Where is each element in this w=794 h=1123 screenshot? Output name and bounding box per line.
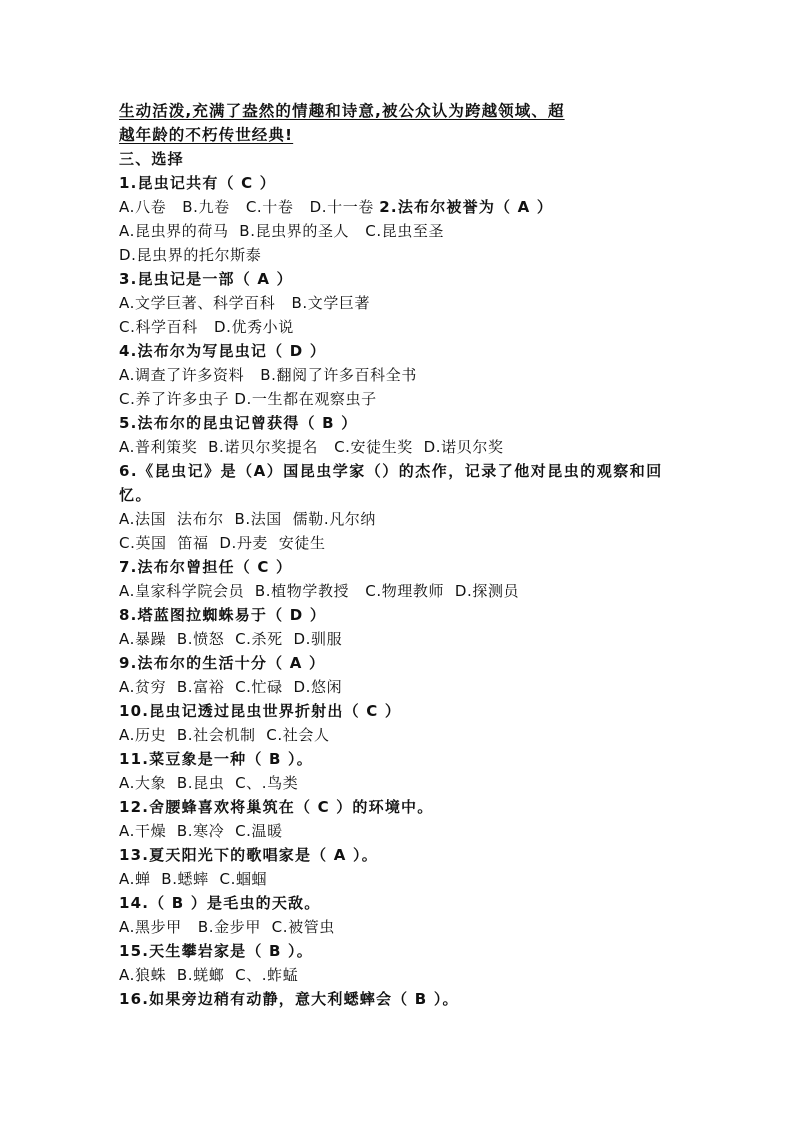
options-line (119, 963, 679, 987)
question-line (119, 891, 679, 915)
question-line (119, 795, 679, 819)
line-text: A.暴躁 B.愤怒 C.杀死 D.驯服 (119, 630, 343, 648)
options-line (119, 867, 679, 891)
line-text: 13.夏天阳光下的歌唱家是（ A ）。 (119, 846, 378, 864)
intro-line-1: 生动活泼,充满了盎然的情趣和诗意,被公众认为跨越领域、超 (119, 102, 565, 120)
line-text: A.普利策奖 B.诺贝尔奖提名 C.安徒生奖 D.诺贝尔奖 (119, 438, 504, 456)
options-line (119, 291, 679, 315)
line-text: A.文学巨著、科学百科 B.文学巨著 (119, 294, 371, 312)
question-line (119, 411, 679, 435)
question-line (119, 843, 679, 867)
line-text: 5.法布尔的昆虫记曾获得（ B ） (119, 414, 358, 432)
line-text: A.法国 法布尔 B.法国 儒勒.凡尔纳 (119, 510, 377, 528)
question-line (119, 651, 679, 675)
line-text: 10.昆虫记透过昆虫世界折射出（ C ） (119, 702, 402, 720)
line-text: A.大象 B.昆虫 C、.鸟类 (119, 774, 299, 792)
line-text: D.昆虫界的托尔斯泰 (119, 246, 262, 264)
question-line (119, 699, 679, 723)
options-line (119, 531, 679, 555)
options-line (119, 819, 679, 843)
question-line (119, 939, 679, 963)
intro-line-2: 越年龄的不朽传世经典! (119, 126, 294, 144)
line-text: 14.（ B ）是毛虫的天敌。 (119, 894, 321, 912)
question-line (119, 267, 679, 291)
options-line (119, 363, 679, 387)
line-text: 3.昆虫记是一部（ A ） (119, 270, 293, 288)
line-text: 7.法布尔曾担任（ C ） (119, 558, 293, 576)
line-text: A.蝉 B.蟋蟀 C.蝈蝈 (119, 870, 268, 888)
options-line (119, 627, 679, 651)
line-text: A.贫穷 B.富裕 C.忙碌 D.悠闲 (119, 678, 343, 696)
options-line (119, 219, 679, 243)
options-line (119, 723, 679, 747)
question-line-inline: 2.法布尔被誉为（ A ） (379, 198, 554, 216)
question-line (119, 987, 679, 1011)
line-text: 12.舍腰蜂喜欢将巢筑在（ C ）的环境中。 (119, 798, 434, 816)
options-line (119, 507, 679, 531)
line-text: A.干燥 B.寒冷 C.温暖 (119, 822, 283, 840)
options-line (119, 675, 679, 699)
document-page (119, 99, 679, 1011)
line-text: 16.如果旁边稍有动静，意大利蟋蟀会（ B ）。 (119, 990, 459, 1008)
line-text: A.黑步甲 B.金步甲 C.被管虫 (119, 918, 335, 936)
line-text: C.科学百科 D.优秀小说 (119, 318, 294, 336)
line-text: A.历史 B.社会机制 C.社会人 (119, 726, 330, 744)
question-line (119, 555, 679, 579)
line-text: C.英国 笛福 D.丹麦 安徒生 (119, 534, 326, 552)
question-line (119, 603, 679, 627)
options-line (119, 195, 679, 219)
options-line (119, 435, 679, 459)
options-line (119, 579, 679, 603)
options-line (119, 915, 679, 939)
line-text: 1.昆虫记共有（ C ） (119, 174, 276, 192)
line-text: A.昆虫界的荷马 B.昆虫界的圣人 C.昆虫至圣 (119, 222, 445, 240)
line-text: A.八卷 B.九卷 C.十卷 D.十一卷 (119, 198, 380, 216)
question-line (119, 171, 679, 195)
line-text: A.皇家科学院会员 B.植物学教授 C.物理教师 D.探测员 (119, 582, 520, 600)
section-title: 三、选择 (119, 150, 184, 168)
question-block-2 (119, 507, 679, 1011)
line-text: A.调查了许多资料 B.翻阅了许多百科全书 (119, 366, 417, 384)
line-text: 11.菜豆象是一种（ B ）。 (119, 750, 313, 768)
line-text: 4.法布尔为写昆虫记（ D ） (119, 342, 327, 360)
question-6: 6.《昆虫记》是（A）国昆虫学家（）的杰作，记录了他对昆虫的观察和回忆。 (119, 462, 663, 504)
options-line (119, 387, 679, 411)
question-line (119, 339, 679, 363)
line-text: 9.法布尔的生活十分（ A ） (119, 654, 326, 672)
options-line (119, 315, 679, 339)
line-text: 8.塔蓝图拉蜘蛛易于（ D ） (119, 606, 327, 624)
options-line (119, 771, 679, 795)
question-line (119, 747, 679, 771)
line-text: 15.天生攀岩家是（ B ）。 (119, 942, 313, 960)
question-block-1 (119, 171, 679, 459)
line-text: A.狼蛛 B.蜣螂 C、.蚱蜢 (119, 966, 299, 984)
line-text: C.养了许多虫子 D.一生都在观察虫子 (119, 390, 377, 408)
options-line (119, 243, 679, 267)
